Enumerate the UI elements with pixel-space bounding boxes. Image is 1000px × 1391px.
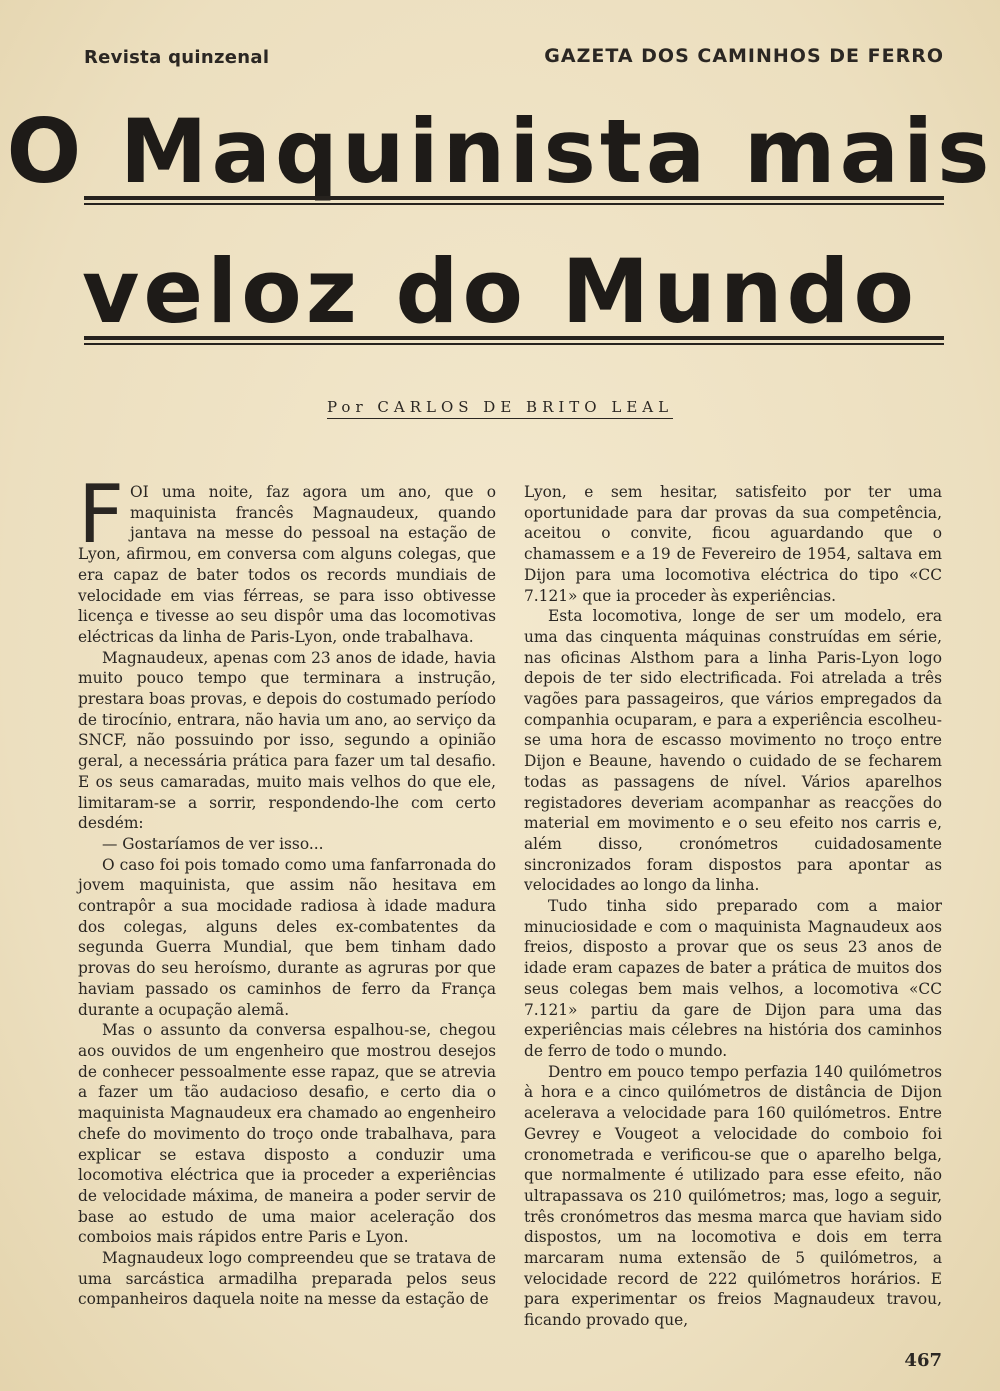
article-byline [0, 398, 1000, 416]
article-paragraph: Lyon, e sem hesitar, satisfeito por ter uma oportunidade para dar provas da sua competência, aceitou o convite, ficou aguardando que o chamassem e a 19 de Fevereiro de 1954, saltava em Dijon para uma locomotiva eléctrica do tipo «CC 7.121» que ia proceder às experiências. [524, 483, 942, 605]
title-rule-top [84, 196, 944, 205]
article-paragraph: Mas o assunto da conversa espalhou-se, chegou aos ouvidos de um engenheiro que mostrou desejos de conhecer pessoalmente esse rapaz, que se atrevia a fazer um tão audacioso desafio, e certo dia o maquinista Magnaudeux era chamado ao engenheiro chefe do movimento do troço onde trabalhava, para explicar se estava disposto a conduzir uma locomotiva eléctrica que ia proceder a experiências de velocidade máxima, de maneira a poder servir de base ao estudo de uma maior aceleração dos comboios mais rápidos entre Paris e Lyon. [78, 1021, 496, 1247]
byline-text: Por CARLOS DE BRITO LEAL [327, 398, 673, 419]
article-title-line-2: veloz do Mundo [82, 240, 918, 343]
page-number: 467 [904, 1350, 942, 1371]
article-paragraph: — Gostaríamos de ver isso... [102, 834, 324, 853]
article-paragraph: FOI uma noite, faz agora um ano, que o maquinista francês Magnaudeux, quando jantava na messe do pessoal na estação de Lyon, afirmou, em conversa com alguns colegas, que era capaz de bater todos os records mundiais de velocidade em vias férreas, se para isso obtivesse licença e tivesse ao seu dispôr uma das locomotivas eléctricas da linha de Paris-Lyon, onde trabalhava. [78, 468, 496, 646]
publication-name: GAZETA DOS CAMINHOS DE FERRO [544, 45, 944, 67]
article-title-line-1: O Maquinista mais [6, 100, 994, 203]
article-paragraph: Magnaudeux logo compreendeu que se tratava de uma sarcástica armadilha preparada pelos seus companheiros daquela noite na messe da estação de [78, 1249, 496, 1309]
title-rule-bottom [84, 336, 944, 345]
article-paragraph: Tudo tinha sido preparado com a maior minuciosidade e com o maquinista Magnaudeux aos freios, disposto a provar que os seus 23 anos de idade eram capazes de bater a prática de muitos dos seus colegas bem mais velhos, a locomotiva «CC 7.121» partiu da gare de Dijon para uma das experiências mais célebres na história dos caminhos de ferro de todo o mundo. [524, 897, 942, 1060]
article-paragraph: O caso foi pois tomado como uma fanfarronada do jovem maquinista, que assim não hesitava em contrapôr a sua mocidade radiosa à idade madura dos colegas, alguns deles ex-combatentes da segunda Guerra Mundial, que bem tinham dado provas do seu heroísmo, durante as agruras por que haviam passado os caminhos de ferro da França durante a ocupação alemã. [78, 855, 496, 1019]
drop-cap: F [78, 468, 125, 561]
article-column-left [78, 468, 496, 1310]
article-column-right [524, 482, 942, 1331]
article-paragraph: Esta locomotiva, longe de ser um modelo, era uma das cinquenta máquinas construídas em série, nas oficinas Alsthom para a linha Paris-Lyon logo depois de ter sido electrificada. Foi atrelada a três vagões para passageiros, que vários empregados da companhia ocuparam, e para a experiência escolheu-se uma hora de escasso movimento no troço entre Dijon e Beaune, havendo o cuidado de se fecharem todas as passagens de nível. Vários aparelhos registadores deveriam acompanhar as reacções do material em movimento e o seu efeito nos carris e, além disso, cronómetros cuidadosamente sincronizados foram dispostos para apontar as velocidades ao longo da linha. [524, 607, 942, 895]
article-paragraph: Dentro em pouco tempo perfazia 140 quilómetros à hora e a cinco quilómetros de distância de Dijon acelerava a velocidade para 160 quilómetros. Entre Gevrey e Vougeot a velocidade do comboio foi cronometrada e verificou-se que o aparelho belga, que normalmente é utilizado para esse efeito, não ultrapassava os 210 quilómetros; mas, logo a seguir, três cronómetros das mesma marca que haviam sido dispostos, um na locomotiva e dois em terra marcaram numa extensão de 5 quilómetros, a velocidade record de 222 quilómetros horários. E para experimentar os freios Magnaudeux travou, ficando provado que, [524, 1062, 942, 1330]
publication-frequency: Revista quinzenal [84, 47, 270, 68]
article-paragraph: Magnaudeux, apenas com 23 anos de idade, havia muito pouco tempo que terminara a instrução, prestara boas provas, e depois do costumado período de tirocínio, entrara, não havia um ano, ao serviço da SNCF, não possuindo por isso, segundo a opinião geral, a necessária prática para fazer um tal desafio. E os seus camaradas, muito mais velhos do que ele, limitaram-se a sorrir, respondendo-lhe com certo desdém: [78, 648, 496, 833]
